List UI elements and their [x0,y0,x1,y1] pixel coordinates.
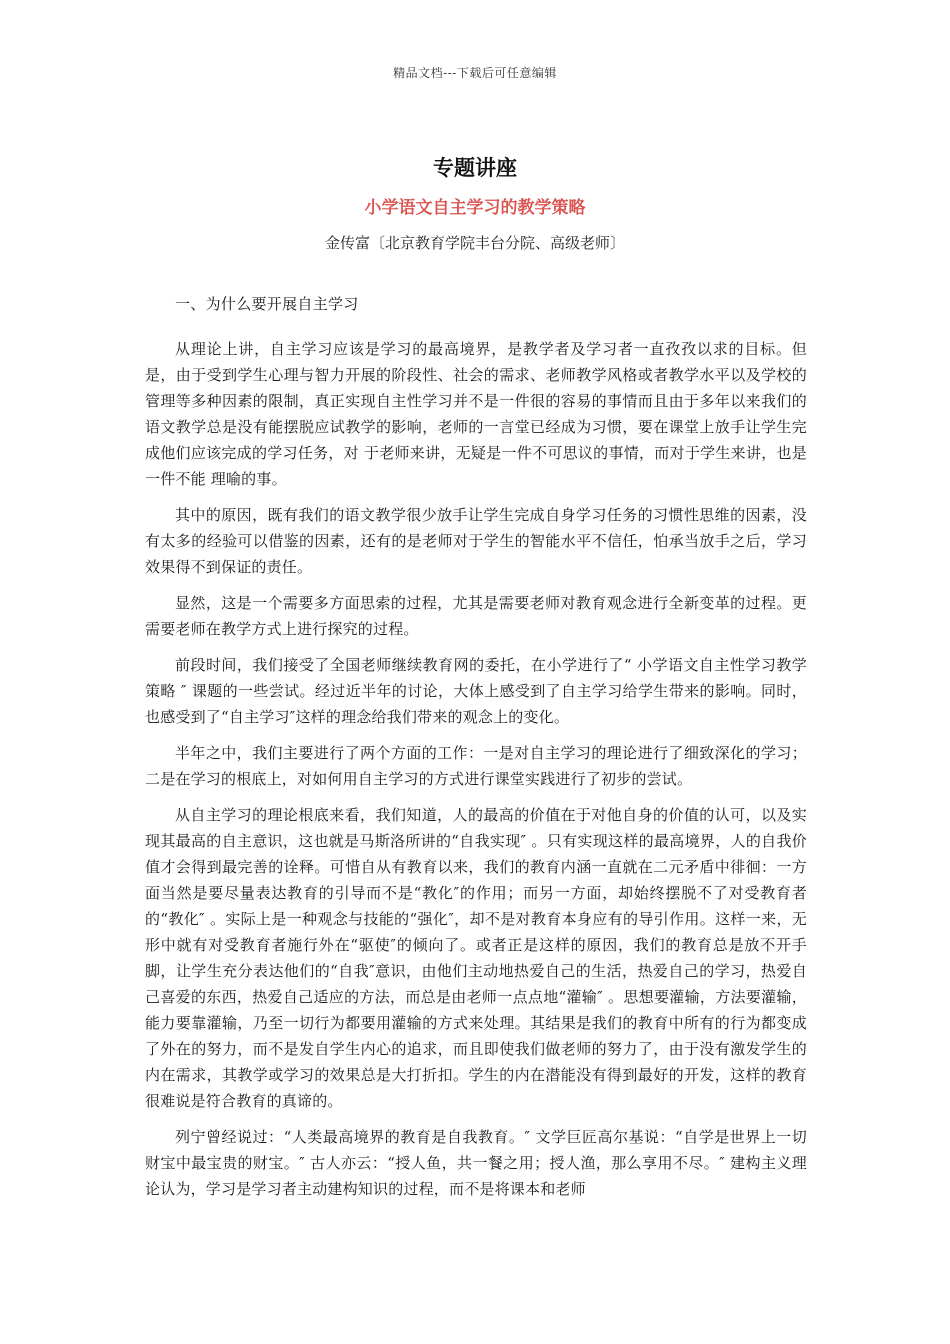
paragraph: 列宁曾经说过：“人类最高境界的教育是自我教育。″ 文学巨匠高尔基说：“自学是世界上一切财宝中最宝贵的财宝。″ 古人亦云：“授人鱼，共一餐之用；授人渔，那么享用不尽。″ 建构主义理论认为，学习是学习者主动建构知识的过程，而不是将课本和老师 [145,1128,807,1198]
body-text [145,292,807,1212]
paragraph: 前段时间，我们接受了全国老师继续教育网的委托，在小学进行了“ 小学语文自主性学习教学策略 ″ 课题的一些尝试。经过近半年的讨论，大体上感受到了自主学习给学生带来的影响。同时，也感受到了“自主学习″这样的理念给我们带来的观念上的变化。 [145,656,807,726]
paragraph: 其中的原因，既有我们的语文教学很少放手让学生完成自身学习任务的习惯性思维的因素，没有太多的经验可以借鉴的因素，还有的是老师对于学生的智能水平不信任，怕承当放手之后，学习效果得不到保证的责任。 [145,506,807,576]
paragraph: 显然，这是一个需要多方面思索的过程，尤其是需要老师对教育观念进行全新变革的过程。更需要老师在教学方式上进行探究的过程。 [145,594,807,638]
header-note: 精品文档---下载后可任意编辑 [393,66,557,80]
document-subtitle: 小学语文自主学习的教学策略 [364,198,586,218]
author-line: 金传富〔北京教育学院丰台分院、高级老师〕 [324,234,625,252]
document-title: 专题讲座 [433,156,517,180]
paragraph: 从理论上讲，自主学习应该是学习的最高境界，是教学者及学习者一直孜孜以求的目标。但是，由于受到学生心理与智力开展的阶段性、社会的需求、老师教学风格或者教学水平以及学校的管理等多种因素的限制，真正实现自主性学习并不是一件很的容易的事情而且由于多年以来我们的语文教学总是没有能摆脱应试教学的影响，老师的一言堂已经成为习惯，要在课堂上放手让学生完成他们应该完成的学习任务，对 于老师来讲，无疑是一件不可思议的事情，而对于学生来讲，也是一件不能 理喻的事。 [145,340,807,488]
section-heading: 一、为什么要开展自主学习 [175,295,359,313]
paragraph: 半年之中，我们主要进行了两个方面的工作：一是对自主学习的理论进行了细致深化的学习；二是在学习的根底上，对如何用自主学习的方式进行课堂实践进行了初步的尝试。 [145,744,807,788]
paragraph: 从自主学习的理论根底来看，我们知道，人的最高的价值在于对他自身的价值的认可，以及实现其最高的自主意识，这也就是马斯洛所讲的“自我实现″ 。只有实现这样的最高境界，人的自我价值才会得到最完善的诠释。可惜自从有教育以来，我们的教育内涵一直就在二元矛盾中徘徊：一方面当然是要尽量表达教育的引导而不是“教化″的作用；而另一方面，却始终摆脱不了对受教育者的“教化″ 。实际上是一种观念与技能的“强化″，却不是对教育本身应有的导引作用。这样一来，无形中就有对受教育者施行外在“驱使″的倾向了。或者正是这样的原因，我们的教育总是放不开手脚，让学生充分表达他们的“自我″意识，由他们主动地热爱自己的生活，热爱自己的学习，热爱自己喜爱的东西，热爱自己适应的方法，而总是由老师一点点地“灌输″ 。思想要灌输，方法要灌输，能力要靠灌输，乃至一切行为都要用灌输的方式来处理。其结果是我们的教育中所有的行为都变成了外在的努力，而不是发自学生内心的追求，而且即使我们做老师的努力了，由于没有激发学生的内在需求，其教学或学习的效果总是大打折扣。学生的内在潜能没有得到最好的开发，这样的教育很难说是符合教育的真谛的。 [145,806,807,1110]
